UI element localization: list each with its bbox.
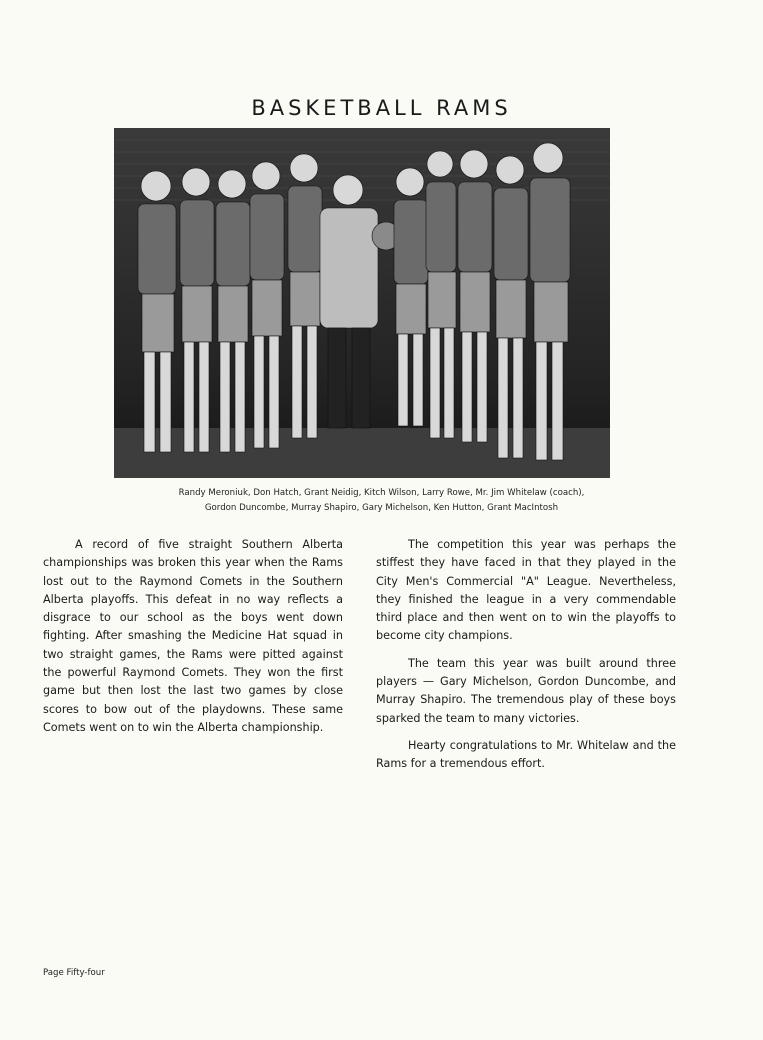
- paragraph: The competition this year was perhaps the stiffest they have faced in that they played in the City Men's Commercial "A" League. Nevertheless, they finished the league in a very commendable third place and then went on to win the playoffs to become city champions.: [376, 538, 676, 643]
- caption-line: Gordon Duncombe, Murray Shapiro, Gary Michelson, Ken Hutton, Grant MacIntosh: [204, 503, 559, 513]
- paragraph: The team this year was built around three players — Gary Michelson, Gordon Duncombe, and Murray Shapiro. The tremendous play of these boys sparked the team to many victories.: [376, 656, 676, 725]
- team-photo-illustration: [114, 128, 610, 478]
- paragraph: Hearty congratulations to Mr. Whitelaw and the Rams for a tremendous effort.: [376, 738, 676, 771]
- page-title: BASKETBALL RAMS: [251, 96, 512, 121]
- team-photo: [114, 128, 610, 478]
- page-number: Page Fifty-four: [43, 968, 105, 978]
- photo-caption: [100, 486, 663, 516]
- paragraph: A record of five straight Southern Alberta championships was broken this year when the Rams lost out to the Raymond Comets in the Southern Alberta playoffs. This defeat in no way reflects a disgrace to our school as the boys went down fighting. After smashing the Medicine Hat squad in two straight games, the Rams were pitted against the powerful Raymond Comets. They won the first game but then lost the last two games by close scores to bow out of the playdowns. These same Comets went on to win the Alberta championship.: [43, 538, 343, 734]
- caption-line: Randy Meroniuk, Don Hatch, Grant Neidig, Kitch Wilson, Larry Rowe, Mr. Jim Whitelaw (coach),: [178, 488, 585, 498]
- right-column: [376, 536, 676, 783]
- left-column: [43, 536, 343, 746]
